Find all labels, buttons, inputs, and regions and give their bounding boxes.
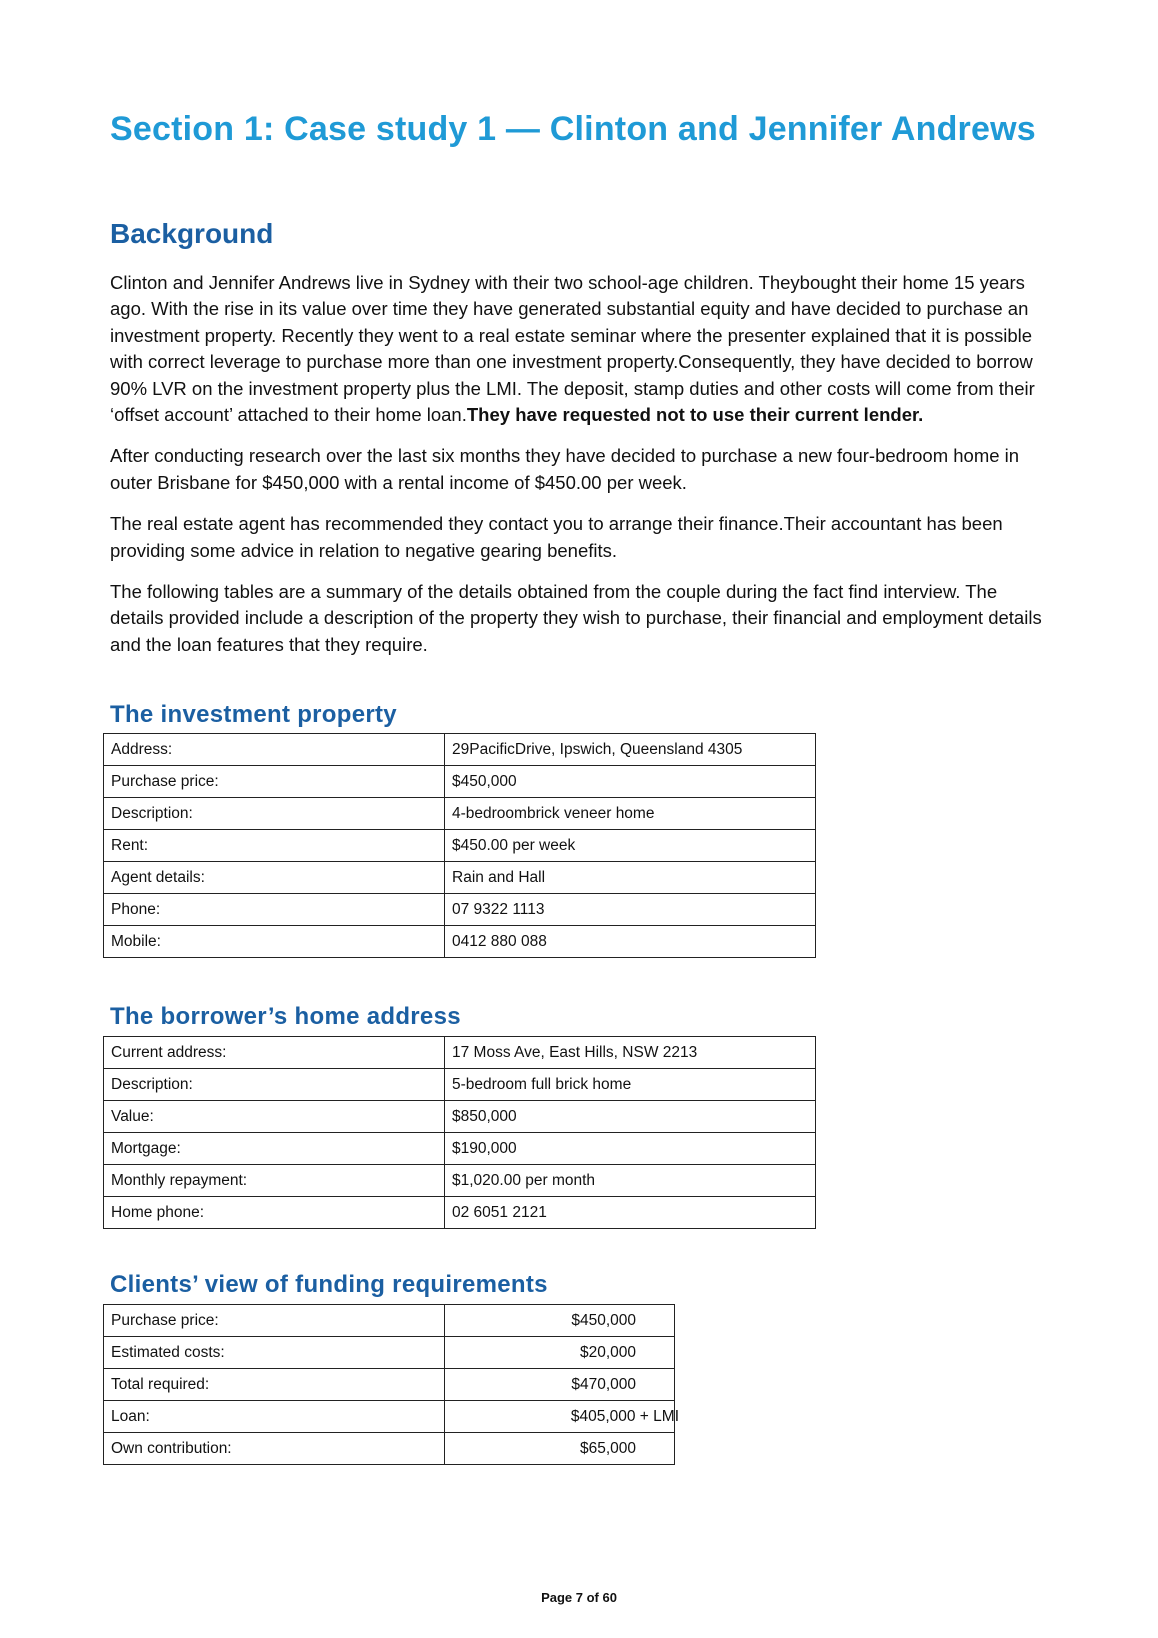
row-label: Description: [104,1069,445,1101]
row-label: Own contribution: [104,1433,445,1465]
row-label: Estimated costs: [104,1337,445,1369]
table-row [104,1101,816,1133]
table-row [104,1401,675,1433]
row-label: Mobile: [104,926,445,958]
paragraph-1-bold-note: They have requested not to use their current lender. [466,404,924,426]
row-label: Rent: [104,830,445,862]
row-value: $20,000 [445,1337,675,1369]
funding-heading: Clients’ view of funding requirements [110,1271,548,1298]
table-row [104,1305,675,1337]
row-value: 4-bedroombrick veneer home [445,798,816,830]
background-paragraph-1 [110,270,1045,428]
table-row [104,926,816,958]
row-value [445,1401,679,1433]
paragraph-1-text: Clinton and Jennifer Andrews live in Sydney with their two school-age children. Theybought their home 15 years ago. With the rise in its value over time they have generated substantial equity and have decided to purchase an investment property. Recently they went to a real estate seminar where the presenter explained that it is possible with correct leverage to purchase more than one investment property.Consequently, they have decided to borrow 90% LVR on the investment property plus the LMI. The deposit, stamp duties and other costs will come from their ‘offset account’ attached to their home loan. [110,272,1035,426]
home-address-heading: The borrower’s home address [110,1003,461,1030]
row-label: Total required: [104,1369,445,1401]
row-value-text: $405,000 + LMI [570,1407,679,1425]
row-label: Monthly repayment: [104,1165,445,1197]
table-row [104,830,816,862]
row-label: Mortgage: [104,1133,445,1165]
section-title: Section 1: Case study 1 — Clinton and Jennifer Andrews [110,110,1036,148]
row-label: Loan: [104,1401,445,1433]
row-label: Phone: [104,894,445,926]
page-number: Page 7 of 60 [541,1590,617,1605]
background-paragraph-3: The real estate agent has recommended they contact you to arrange their finance.Their accountant has been providing some advice in relation to negative gearing benefits. [110,513,1003,561]
table-row [104,1337,675,1369]
table-row [104,1197,816,1229]
background-body [110,270,1045,673]
table-row [104,894,816,926]
row-label: Purchase price: [104,1305,445,1337]
row-value: 0412 880 088 [445,926,816,958]
table-row [104,1037,816,1069]
table-row [104,798,816,830]
row-value: 07 9322 1113 [445,894,816,926]
row-value: $450,000 [445,1305,675,1337]
row-value: $450,000 [445,766,816,798]
row-value: $65,000 [445,1433,675,1465]
investment-property-table [103,733,816,958]
row-value: 29PacificDrive, Ipswich, Queensland 4305 [445,734,816,766]
funding-table [103,1304,679,1465]
row-value: $1,020.00 per month [445,1165,816,1197]
table-row [104,1069,816,1101]
row-value: 17 Moss Ave, East Hills, NSW 2213 [445,1037,816,1069]
row-label: Agent details: [104,862,445,894]
row-value: $450.00 per week [445,830,816,862]
row-value: Rain and Hall [445,862,816,894]
table-row [104,1165,816,1197]
row-label: Description: [104,798,445,830]
row-label: Home phone: [104,1197,445,1229]
row-label: Current address: [104,1037,445,1069]
home-address-table [103,1036,816,1229]
table-row [104,1133,816,1165]
row-value: $190,000 [445,1133,816,1165]
row-label: Value: [104,1101,445,1133]
table-row [104,1369,675,1401]
background-paragraph-4: The following tables are a summary of the details obtained from the couple during the fact find interview. The details provided include a description of the property they wish to purchase, their financial and employment details and the loan features that they require. [110,581,1042,655]
row-value: 5-bedroom full brick home [445,1069,816,1101]
background-paragraph-2: After conducting research over the last six months they have decided to purchase a new four-bedroom home in outer Brisbane for $450,000 with a rental income of $450.00 per week. [110,445,1020,493]
table-row [104,734,816,766]
investment-property-heading: The investment property [110,701,397,728]
row-label: Address: [104,734,445,766]
table-row [104,862,816,894]
table-row [104,1433,675,1465]
background-heading: Background [110,218,274,249]
row-value: $850,000 [445,1101,816,1133]
row-label: Purchase price: [104,766,445,798]
table-row [104,766,816,798]
row-value: $470,000 [445,1369,675,1401]
row-value: 02 6051 2121 [445,1197,816,1229]
